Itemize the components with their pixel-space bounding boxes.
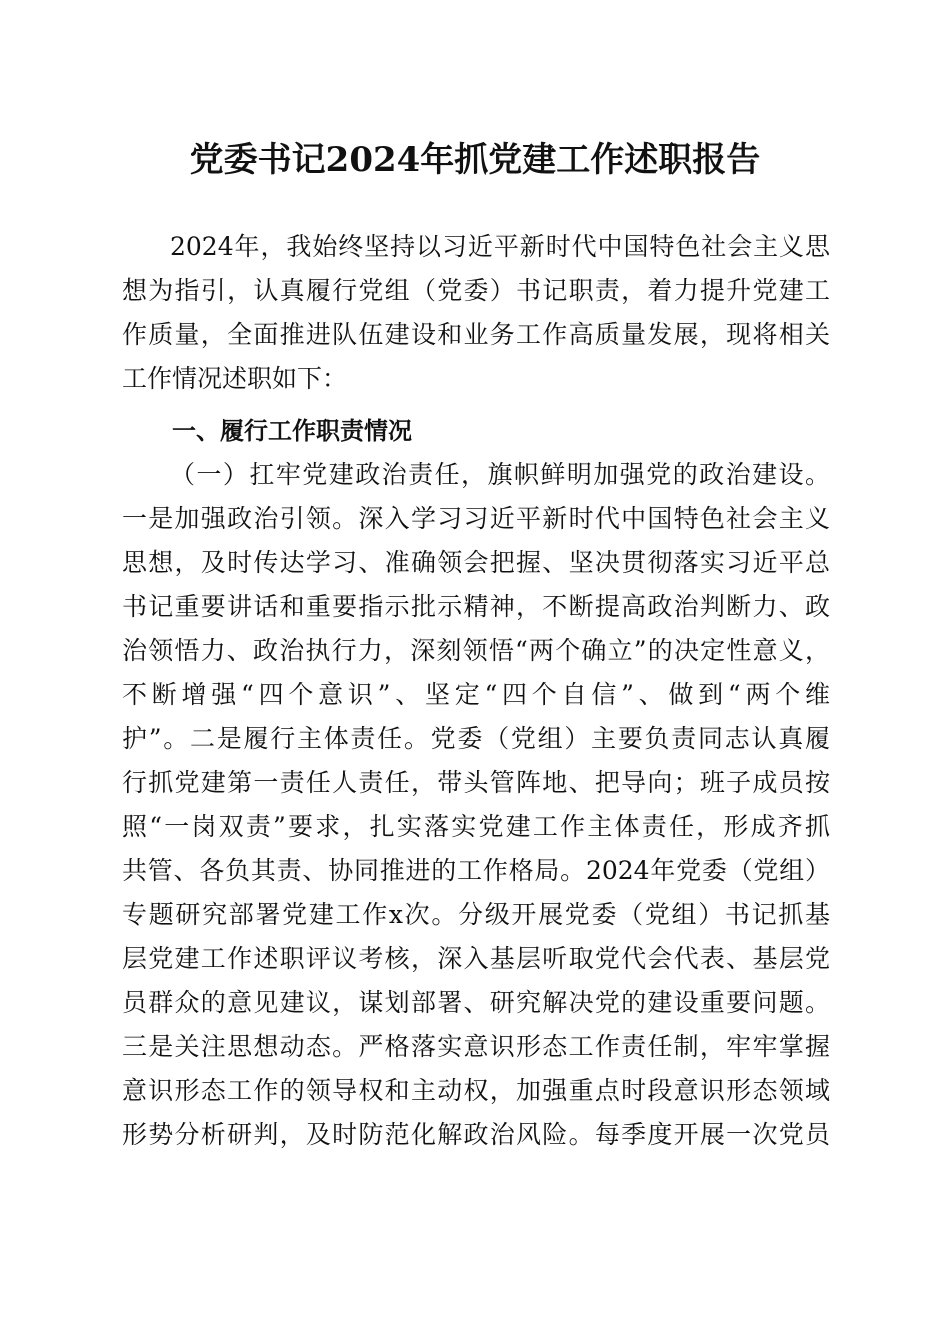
document-title: 党委书记2024年抓党建工作述职报告 bbox=[189, 140, 761, 180]
intro-line: 想为指引，认真履行党组（党委）书记职责，着力提升党建工 bbox=[122, 276, 830, 305]
body-line: 治领悟力、政治执行力，深刻领悟“两个确立”的决定性意义， bbox=[122, 636, 830, 665]
body-line: 不断增强“四个意识”、坚定“四个自信”、做到“两个维 bbox=[122, 680, 830, 709]
section-heading: 一、履行工作职责情况 bbox=[172, 417, 412, 445]
body-line: 形势分析研判，及时防范化解政治风险。每季度开展一次党员 bbox=[122, 1120, 830, 1149]
body-line: 思想，及时传达学习、准确领会把握、坚决贯彻落实习近平总 bbox=[122, 548, 830, 577]
intro-line: 作质量，全面推进队伍建设和业务工作高质量发展，现将相关 bbox=[122, 320, 830, 349]
body-line: 书记重要讲话和重要指示批示精神，不断提高政治判断力、政 bbox=[122, 592, 830, 621]
body-line: 专题研究部署党建工作x次。分级开展党委（党组）书记抓基 bbox=[122, 900, 830, 929]
body-line: 三是关注思想动态。严格落实意识形态工作责任制，牢牢掌握 bbox=[122, 1032, 830, 1061]
body-line: 层党建工作述职评议考核，深入基层听取党代会代表、基层党 bbox=[122, 944, 830, 973]
body-line: 一是加强政治引领。深入学习习近平新时代中国特色社会主义 bbox=[122, 504, 830, 533]
body-line: 员群众的意见建议，谋划部署、研究解决党的建设重要问题。 bbox=[122, 988, 830, 1017]
body-line: 意识形态工作的领导权和主动权，加强重点时段意识形态领域 bbox=[122, 1076, 830, 1105]
body-line: 照“一岗双责”要求，扎实落实党建工作主体责任，形成齐抓 bbox=[122, 812, 830, 841]
body-line: 行抓党建第一责任人责任，带头管阵地、把导向；班子成员按 bbox=[122, 768, 830, 797]
body-line: 共管、各负其责、协同推进的工作格局。2024年党委（党组） bbox=[122, 856, 830, 885]
body-line: 护”。二是履行主体责任。党委（党组）主要负责同志认真履 bbox=[122, 724, 830, 753]
intro-line: 2024年，我始终坚持以习近平新时代中国特色社会主义思 bbox=[170, 232, 830, 261]
intro-line: 工作情况述职如下： bbox=[122, 364, 348, 393]
body-line: （一）扛牢党建政治责任，旗帜鲜明加强党的政治建设。 bbox=[170, 460, 830, 489]
